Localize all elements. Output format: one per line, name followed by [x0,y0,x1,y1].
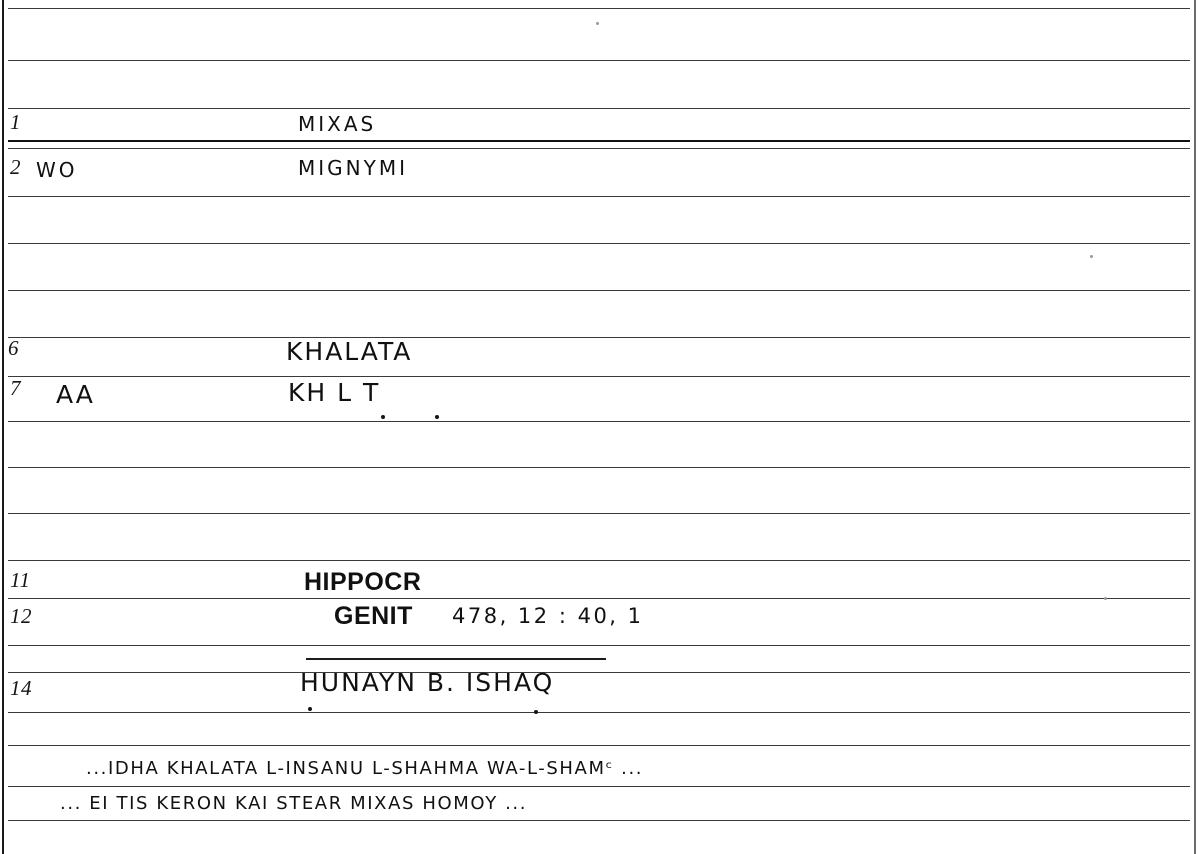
ruled-line [8,745,1190,746]
ruled-line [8,290,1190,291]
ruled-line [8,672,1190,673]
ruled-line [8,148,1190,149]
ruled-line [8,140,1190,142]
ruled-line [8,786,1190,787]
diacritic-dot [308,707,312,711]
entry-left-code: WO [36,158,78,182]
entry-headword: KHALATA [286,337,413,366]
diacritic-dot [435,415,439,419]
row-number: 6 [8,336,19,360]
source-reference: 478, 12 : 40, 1 [452,604,644,628]
diacritic-dot [534,710,538,714]
ruled-line [8,337,1190,338]
quote-arabic: ...IDHA KHALATA L-INSANU L-SHAHMA WA-L-SHAMᶜ ... [86,758,644,779]
row-number: 12 [10,604,32,628]
ruled-line [8,560,1190,561]
ruled-line [8,8,1190,9]
row-number: 1 [10,110,21,134]
ruled-line [8,376,1190,377]
ruled-line [8,243,1190,244]
quote-greek: ... EI TIS KERON KAI STEAR MIXAS HOMOY ... [60,793,528,814]
row-number: 14 [10,676,32,700]
ruled-line [8,421,1190,422]
ruled-line [8,645,1190,646]
scan-speck [596,22,599,25]
card-edge-left [2,0,4,854]
entry-left-code: AA [56,380,95,409]
ruled-line [8,820,1190,821]
ruled-line [8,60,1190,61]
source-work: GENIT [334,602,413,630]
entry-headword: MIGNYMI [298,156,408,180]
scan-speck [1104,597,1107,600]
card-edge-right [1194,0,1196,854]
ruled-line [8,467,1190,468]
section-divider [306,658,606,660]
scan-speck [1090,255,1093,258]
row-number: 7 [10,376,21,400]
row-number: 2 [10,155,21,179]
ruled-line [8,712,1190,713]
source-author: HIPPOCR [304,568,422,596]
ruled-line [8,598,1190,599]
translator-name: HUNAYN B. ISHAQ [300,668,555,697]
ruled-line [8,108,1190,109]
ruled-line [8,196,1190,197]
row-number: 11 [10,568,31,592]
entry-headword: KH L T [288,378,381,407]
entry-headword: MIXAS [298,112,377,136]
ruled-line [8,513,1190,514]
diacritic-dot [381,415,385,419]
